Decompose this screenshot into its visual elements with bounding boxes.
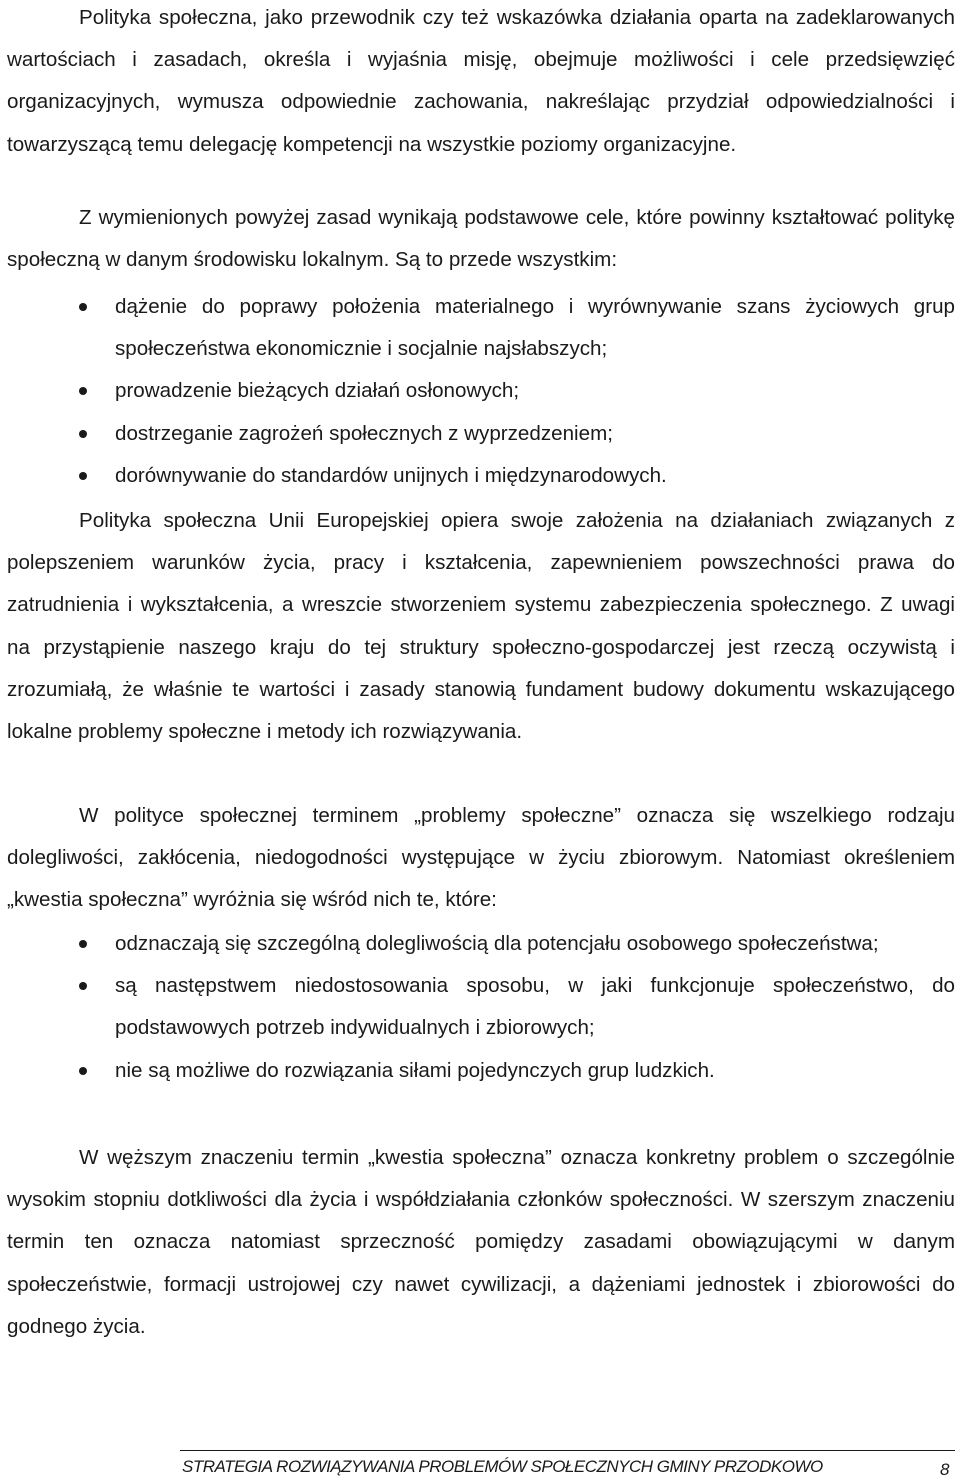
list-item-text: dążenie do poprawy położenia materialnego i wyrównywanie szans życiowych grup społeczeństwa ekonomicznie i socjalnie najsłabszych; (115, 295, 955, 361)
bullet-icon (79, 982, 87, 990)
list-item-text: są następstwem niedostosowania sposobu, w jaki funkcjonuje społeczeństwo, do podstawowych potrzeb indywidualnych i zbiorowych; (115, 974, 955, 1040)
paragraph-narrow-meaning: W węższym znaczeniu termin „kwestia społeczna” oznacza konkretny problem o szczególnie wysokim stopniu dotkliwości dla życia i współdziałania członków społeczności. W szerszym znaczeniu termin ten oznacza natomiast sprzeczność pomiędzy zasadami obowiązującymi w danym społeczeństwie, formacji ustrojowej czy nawet cywilizacji, a dążeniami jednostek i zbiorowości do godnego życia. (7, 1146, 955, 1338)
list-item (0, 286, 955, 370)
bullet-icon (79, 940, 87, 948)
list-item (0, 965, 955, 1049)
bullet-icon (79, 303, 87, 311)
footer-title: STRATEGIA ROZWIĄZYWANIA PROBLEMÓW SPOŁECZNYCH GMINY PRZODKOWO (182, 1457, 823, 1476)
footer-divider (180, 1450, 955, 1451)
bullet-icon (79, 472, 87, 480)
list-item-text: nie są możliwe do rozwiązania siłami pojedynczych grup ludzkich. (115, 1058, 715, 1082)
paragraph-goals: Z wymienionych powyżej zasad wynikają podstawowe cele, które powinny kształtować politykę społeczną w danym środowisku lokalnym. Są to przede wszystkim: (7, 206, 955, 272)
list-item-text: prowadzenie bieżących działań osłonowych; (115, 379, 520, 403)
social-issue-list (0, 923, 955, 1092)
goals-list (0, 286, 955, 497)
paragraph-social-problems: W polityce społecznej terminem „problemy społeczne” oznacza się wszelkiego rodzaju dolegliwości, zakłócenia, niedogodności występujące w życiu zbiorowym. Natomiast określeniem „kwestia społeczna” wyróżnia się wśród nich te, które: (7, 804, 955, 912)
list-item (0, 455, 955, 497)
paragraph-intro: Polityka społeczna, jako przewodnik czy też wskazówka działania oparta na zadeklarowanych wartościach i zasadach, określa i wyjaśnia misję, obejmuje możliwości i cele przedsięwzięć organizacyjnych, wymusza odpowiednie zachowania, nakreślając przydział odpowiedzialności i towarzyszącą temu delegację kompetencji na wszystkie poziomy organizacyjne. (7, 6, 955, 156)
list-item (0, 370, 955, 412)
bullet-icon (79, 387, 87, 395)
list-item (0, 413, 955, 455)
list-item (0, 1050, 955, 1092)
bullet-icon (79, 1067, 87, 1075)
paragraph-eu-policy: Polityka społeczna Unii Europejskiej opiera swoje założenia na działaniach związanych z polepszeniem warunków życia, pracy i kształcenia, zapewnieniem powszechności prawa do zatrudnienia i wykształcenia, a wreszcie stworzeniem systemu zabezpieczenia społecznego. Z uwagi na przystąpienie naszego kraju do tej struktury społeczno-gospodarczej jest rzeczą oczywistą i zrozumiałą, że właśnie te wartości i zasady stanowią fundament budowy dokumentu wskazującego lokalne problemy społeczne i metody ich rozwiązywania. (7, 509, 955, 744)
list-item (0, 923, 955, 965)
list-item-text: odznaczają się szczególną dolegliwością dla potencjału osobowego społeczeństwa; (115, 932, 879, 955)
bullet-icon (79, 430, 87, 438)
list-item-text: dostrzeganie zagrożeń społecznych z wyprzedzeniem; (115, 421, 613, 445)
page-number: 8 (940, 1460, 950, 1479)
list-item-text: dorównywanie do standardów unijnych i międzynarodowych. (115, 463, 667, 487)
